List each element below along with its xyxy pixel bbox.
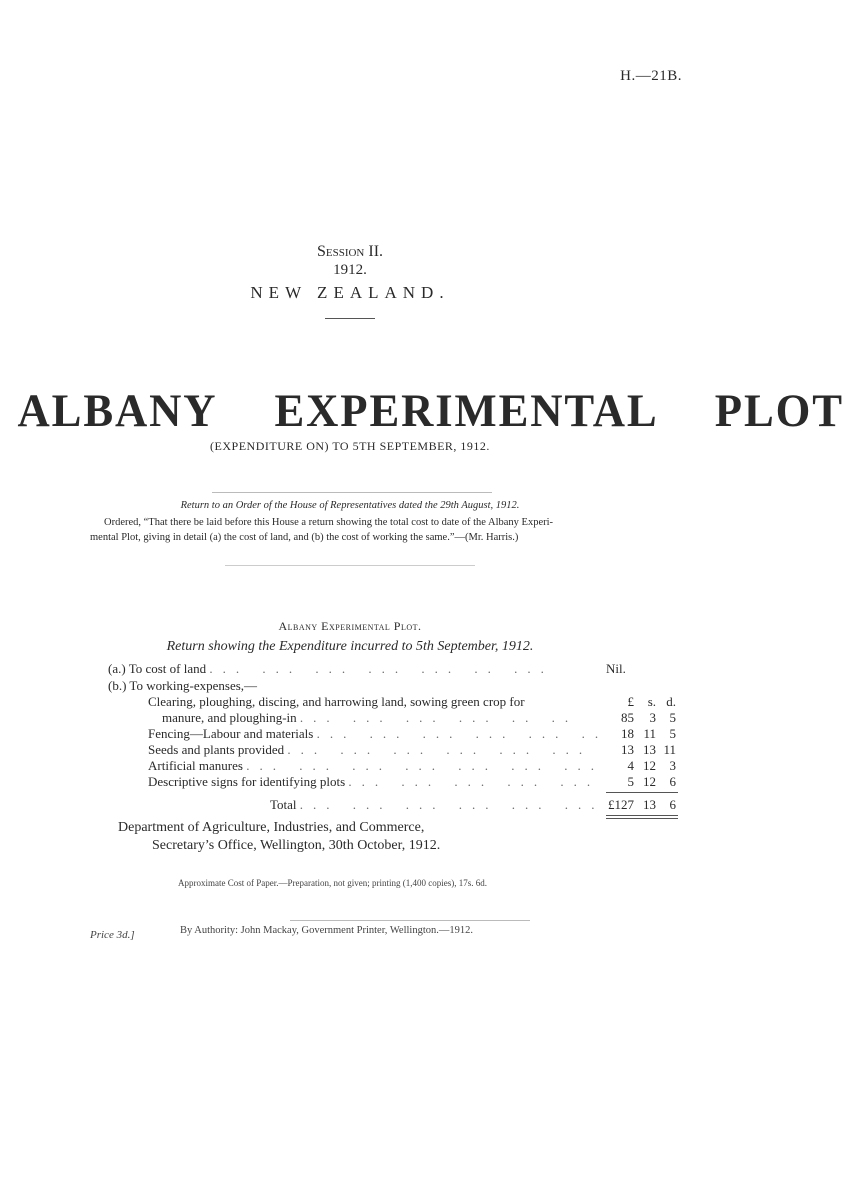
row-label: Descriptive signs for identifying plots <box>148 774 346 789</box>
leader-dots: ... ... ... ... ... ... ... <box>246 758 604 773</box>
office-date-line: Secretary’s Office, Wellington, 30th October, 1912. <box>152 838 441 853</box>
row-cost-of-land <box>108 661 678 678</box>
leader-dots: ... ... ... ... ... .. <box>316 726 609 741</box>
amount-shillings: 12 <box>643 758 656 773</box>
amount-pence: 5 <box>669 710 676 725</box>
leader-dots: ... ... ... ... ... .. ... <box>209 661 554 676</box>
row-working-expenses <box>108 678 678 695</box>
col-header-pounds: £ <box>627 694 634 709</box>
approximate-cost-note: Approximate Cost of Paper.—Preparation, not given; printing (1,400 copies), 17s. 6d. <box>178 878 487 888</box>
row-label: Fencing—Labour and materials <box>148 726 314 741</box>
return-order-line: Return to an Order of the House of Representatives dated the 29th August, 1912. <box>180 500 520 511</box>
short-rule <box>325 318 375 319</box>
col-header-pence: d. <box>666 694 676 709</box>
row-total <box>270 797 678 814</box>
table-title: Albany Experimental Plot. <box>278 619 422 633</box>
ordered-line-1: Ordered, “That there be laid before this House a return showing the total cost to date of the Albany Experi- <box>104 517 554 528</box>
document-subtitle: (EXPENDITURE ON) TO 5TH SEPTEMBER, 1912. <box>210 439 490 453</box>
session-label: Session II. <box>316 243 384 260</box>
total-double-rule-2 <box>606 818 678 819</box>
amount-shillings: 12 <box>643 774 656 789</box>
row-fencing <box>148 726 678 743</box>
col-header-shillings: s. <box>647 694 656 709</box>
total-shillings: 13 <box>643 797 656 812</box>
amount-shillings: 3 <box>649 710 656 725</box>
amount-pounds: 13 <box>621 742 634 757</box>
row-label: Artificial manures <box>148 758 243 773</box>
row-label: Seeds and plants provided <box>148 742 285 757</box>
row-label: (b.) To working-expenses,— <box>108 678 258 693</box>
amount-pence: 11 <box>663 742 676 757</box>
row-label: manure, and ploughing-in <box>162 710 297 725</box>
divider-middle <box>225 565 475 566</box>
leader-dots: ... ... ... ... ... ... <box>299 797 605 812</box>
total-label: Total <box>270 797 297 812</box>
leader-dots: ... ... ... ... ... ... <box>287 742 593 757</box>
department-line: Department of Agriculture, Industries, and Commerce, <box>118 820 425 835</box>
amount-shillings: 11 <box>643 726 656 741</box>
total-pounds: £127 <box>608 797 634 812</box>
printer-authority: By Authority: John Mackay, Government Printer, Wellington.—1912. <box>180 925 473 936</box>
amount-pounds: 4 <box>627 758 634 773</box>
amount-pounds: 85 <box>621 710 634 725</box>
amount-pence: 5 <box>669 726 676 741</box>
row-label: Clearing, ploughing, discing, and harrowing land, sowing green crop for <box>148 694 525 709</box>
row-clearing <box>148 694 678 711</box>
row-descriptive-signs <box>148 774 678 791</box>
year-label: 1912. <box>333 262 367 278</box>
amount-shillings: 13 <box>643 742 656 757</box>
row-artificial-manures <box>148 758 678 775</box>
ordered-paragraph <box>90 515 680 545</box>
amount-pounds: 5 <box>627 774 634 789</box>
row-seeds <box>148 742 678 759</box>
ordered-line-2: mental Plot, giving in detail (a) the cost of land, and (b) the cost of working the same.”—(Mr. Harris.) <box>90 532 519 543</box>
amount-pounds: 18 <box>621 726 634 741</box>
price-note: Price 3d.] <box>90 929 135 941</box>
leader-dots: ... ... ... ... .. .. <box>299 710 579 725</box>
page-reference: H.—21B. <box>620 68 682 84</box>
amount-pence: 6 <box>669 774 676 789</box>
document-title: ALBANY EXPERIMENTAL PLOT <box>17 385 844 437</box>
total-double-rule-1 <box>606 815 678 816</box>
row-label: (a.) To cost of land <box>108 661 207 676</box>
sum-rule <box>606 792 678 793</box>
total-pence: 6 <box>669 797 676 812</box>
table-subtitle: Return showing the Expenditure incurred to 5th September, 1912. <box>166 639 534 654</box>
amount-pence: 3 <box>669 758 676 773</box>
country-label: NEW ZEALAND. <box>250 283 450 302</box>
leader-dots: ... ... ... ... ... <box>348 774 601 789</box>
row-value: Nil. <box>606 661 626 676</box>
divider-top <box>212 492 492 493</box>
divider-bottom <box>290 920 530 921</box>
row-manure <box>162 710 678 727</box>
